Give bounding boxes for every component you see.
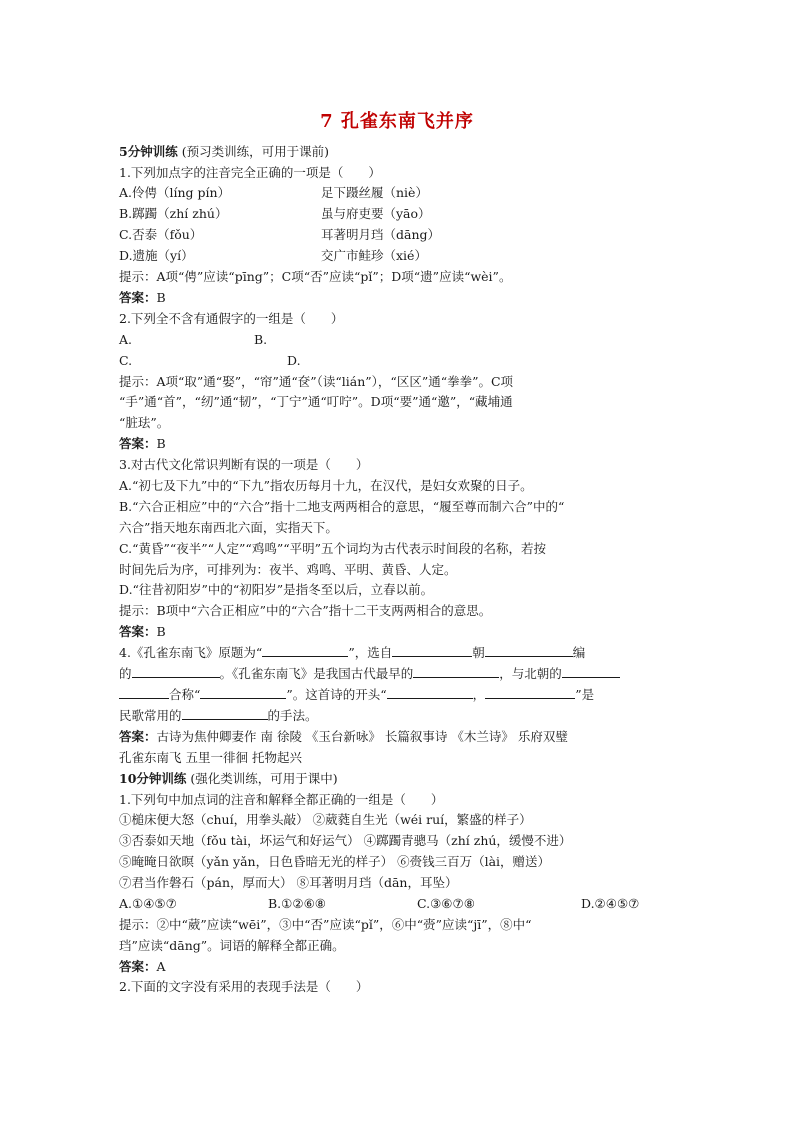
answer-blank[interactable]	[119, 685, 169, 699]
option-row	[119, 894, 640, 914]
answer-line	[119, 434, 166, 454]
answer-label: 答案：	[119, 959, 157, 974]
answer-blank[interactable]	[485, 643, 573, 657]
option-a: A.①④⑤⑦	[119, 896, 177, 911]
option-row	[119, 330, 268, 350]
answer-line	[119, 622, 166, 642]
answer-label: 答案：	[119, 436, 157, 451]
hint-text: 珰”应读“dāng”。词语的解释全都正确。	[119, 938, 345, 953]
item-row: ③否泰如天地（fǒu tài，坏运气和好运气） ④踯躅青骢马（zhí zhú，缓慢不进）	[119, 833, 572, 848]
option-row	[119, 351, 301, 371]
text-segment: 合称“	[169, 687, 201, 702]
option-a-right: 足下蹑丝履（niè）	[321, 185, 428, 200]
question-stem: 1.下列加点字的注音完全正确的一项是（ ）	[119, 165, 381, 180]
text-segment: 的手法。	[267, 708, 318, 723]
option-d: D.	[287, 353, 301, 368]
option-c-right: 耳著明月珰（dāng）	[321, 227, 441, 242]
section-header-note: (预习类训练，可用于课前)	[181, 144, 329, 159]
answer-blank[interactable]	[387, 685, 473, 699]
text-segment: 4.《孔雀东南飞》原题为“	[119, 645, 263, 660]
option-row	[119, 204, 431, 224]
fill-blank-line	[119, 643, 585, 663]
answer-blank[interactable]	[485, 685, 575, 699]
answer-blank[interactable]	[262, 643, 348, 657]
option-b: B.	[254, 332, 268, 347]
answer-value: B	[156, 290, 166, 305]
question-stem: 2.下列全不含有通假字的一组是（ ）	[119, 311, 344, 326]
answer-line	[119, 727, 568, 747]
answer-blank[interactable]	[182, 706, 268, 720]
item-row: ⑦君当作磐石（pán，厚而大） ⑧耳著明月珰（dān，耳坠）	[119, 875, 458, 890]
option-b: B.①②⑥⑧	[268, 896, 326, 911]
answer-label: 答案：	[119, 290, 157, 305]
answer-value: B	[156, 624, 166, 639]
text-segment: 朝	[472, 645, 485, 660]
text-segment: ，	[472, 687, 486, 702]
option-d: D.遗施（yí）	[119, 248, 194, 263]
answer-blank[interactable]	[200, 685, 286, 699]
option-row	[119, 183, 428, 203]
option-d-right: 交广市鲑珍（xié）	[321, 248, 427, 263]
text-segment: ”，选自	[348, 645, 393, 660]
answer-blank[interactable]	[413, 664, 499, 678]
option-row	[119, 246, 427, 266]
section-header	[119, 142, 329, 162]
question-stem: 3.对古代文化常识判断有误的一项是（ ）	[119, 457, 369, 472]
answer-blank[interactable]	[392, 643, 472, 657]
section-header-note: (强化类训练，可用于课中)	[190, 771, 338, 786]
section-header	[119, 769, 338, 789]
text-segment: 编	[572, 645, 586, 660]
answer-line	[119, 957, 166, 977]
answer-blank[interactable]	[562, 664, 620, 678]
hint-text: 提示：A项“取”通“娶”，“帘”通“奁”（读“lián”），“区区”通“拳拳”。C项	[119, 374, 514, 389]
option-b: B.踯躅（zhí zhú）	[119, 206, 228, 221]
text-segment: ”是	[575, 687, 595, 702]
hint-text: 提示：B项中“六合正相应”中的“六合”指十二干支两两相合的意思。	[119, 603, 492, 618]
option-b: B.“六合正相应”中的“六合”指十二地支两两相合的意思，“履至尊而制六合”中的“	[119, 499, 565, 514]
answer-value: B	[156, 436, 166, 451]
hint-text: “脏珐”。	[119, 415, 170, 430]
answer-label: 答案：	[119, 729, 157, 744]
item-row: ⑤晻晻日欲暝（yǎn yǎn，日色昏暗无光的样子） ⑥赍钱三百万（lài，赠送）	[119, 854, 551, 869]
fill-blank-line	[119, 664, 620, 684]
hint-text: “手”通“首”，“纫”通“韧”，“丁宁”通“叮咛”。D项“要”通“邀”，“藏埔通	[119, 394, 513, 409]
option-c: C.“黄昏”“夜半”“人定”“鸡鸣”“平明”五个词均为古代表示时间段的名称，若按	[119, 541, 546, 556]
answer-blank[interactable]	[132, 664, 220, 678]
item-row: ①槌床便大怒（chuí，用拳头敲） ②葳蕤自生光（wéi ruí，繁盛的样子）	[119, 812, 532, 827]
question-stem: 2.下面的文字没有采用的表现手法是（ ）	[119, 979, 369, 994]
answer-label: 答案：	[119, 624, 157, 639]
option-row	[119, 225, 441, 245]
option-c: C.否泰（fǒu）	[119, 227, 203, 242]
section-header-title: 5分钟训练	[119, 144, 178, 159]
hint-text: 提示：A项“俜”应读“pīng”；C项“否”应读“pǐ”；D项“遗”应读“wèi”。	[119, 269, 512, 284]
option-d: D.“往昔初阳岁”中的“初阳岁”是指冬至以后，立春以前。	[119, 582, 434, 597]
question-stem: 1.下列句中加点词的注音和解释全都正确的一组是（ ）	[119, 792, 444, 807]
answer-value: A	[156, 959, 166, 974]
fill-blank-line	[119, 685, 594, 705]
option-d: D.②④⑤⑦	[581, 896, 640, 911]
text-segment: ”。这首诗的开头“	[286, 687, 387, 702]
section-header-title: 10分钟训练	[119, 771, 187, 786]
answer-line	[119, 288, 166, 308]
option-c: C.	[119, 353, 133, 368]
text-segment: 民歌常用的	[119, 708, 182, 723]
text-segment: 的	[119, 666, 132, 681]
text-segment: 。《孔雀东南飞》是我国古代最早的	[219, 666, 414, 681]
option-a: A.	[119, 332, 133, 347]
option-a: A.伶俜（líng pín）	[119, 185, 231, 200]
option-a: A.“初七及下九”中的“下九”指农历每月十九，在汉代，是妇女欢聚的日子。	[119, 478, 533, 493]
option-b-right: 虽与府吏要（yāo）	[321, 206, 431, 221]
option-c-cont: 时间先后为序，可排列为：夜半、鸡鸣、平明、黄昏、人定。	[119, 562, 457, 577]
page-title: 7 孔雀东南飞并序	[320, 111, 474, 132]
fill-blank-line	[119, 706, 318, 726]
answer-line-cont: 孔雀东南飞 五里一徘徊 托物起兴	[119, 750, 302, 765]
hint-text: 提示：②中“葳”应读“wēi”，③中“否”应读“pǐ”，⑥中“赍”应读“jī”，⑧中“	[119, 917, 532, 932]
option-b-cont: 六合”指天地东南西北六面，实指天下。	[119, 520, 338, 535]
text-segment: ，与北朝的	[499, 666, 562, 681]
answer-value: 古诗为焦仲卿妻作 南 徐陵 《玉台新咏》 长篇叙事诗 《木兰诗》 乐府双璧	[156, 729, 568, 744]
option-c: C.③⑥⑦⑧	[417, 896, 475, 911]
